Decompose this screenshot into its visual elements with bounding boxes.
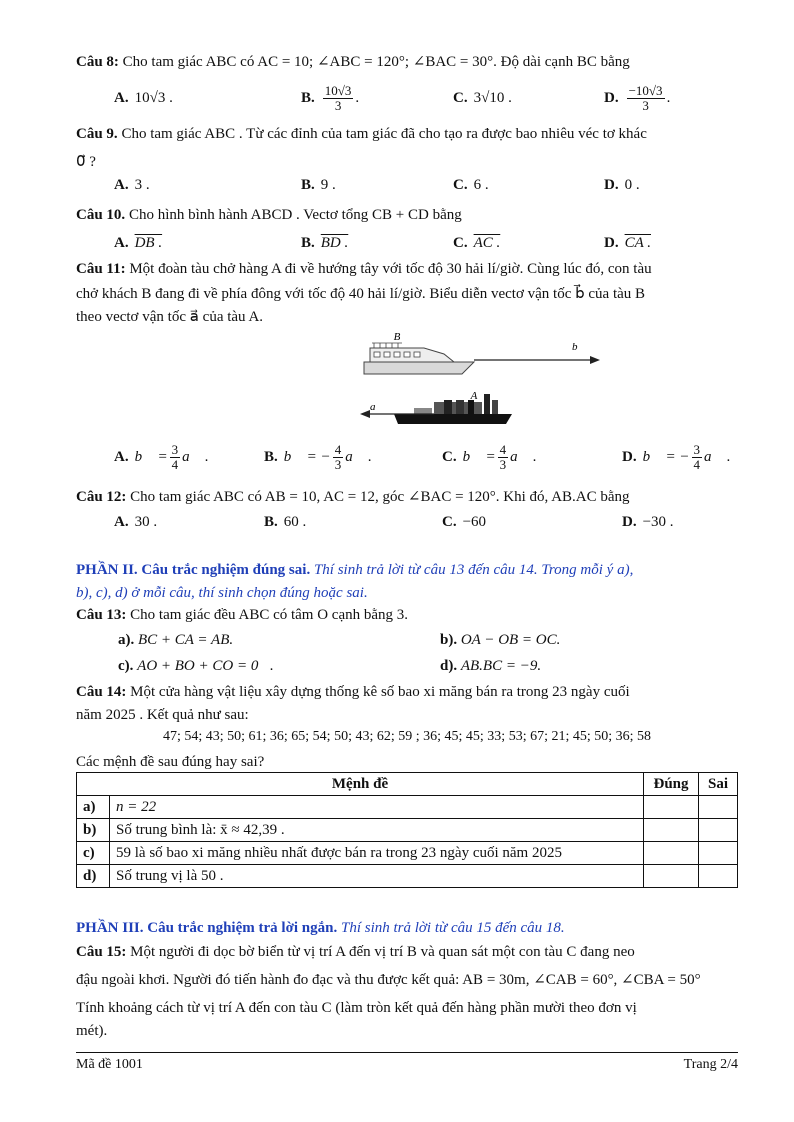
vector-a-arrowhead: [360, 410, 370, 418]
option-d[interactable]: D. b⃗ = − $\frac{3}{4}$ a⃗ .: [622, 441, 731, 472]
statement-a[interactable]: a). BC + CA = AB.: [118, 632, 234, 648]
question-15-line4: mét).: [76, 1023, 108, 1039]
option-d[interactable]: D. 0 .: [604, 176, 640, 193]
table-row: b) Số trung bình là: x̄ ≈ 42,39 .: [77, 819, 738, 842]
question-10-options: [76, 226, 738, 260]
option-b[interactable]: B. 9 .: [301, 176, 336, 193]
question-12-options: [76, 505, 738, 539]
true-cell[interactable]: [644, 865, 699, 888]
vector-b-arrowhead: [590, 356, 600, 364]
question-label: Câu 12:: [76, 489, 127, 505]
passenger-ship-b: [364, 343, 474, 374]
option-b[interactable]: B. $\frac{10√3}{3}$ .: [301, 82, 360, 113]
question-14-line2: năm 2025 . Kết quả như sau:: [76, 707, 249, 723]
question-10: [76, 205, 738, 225]
question-label: Câu 15:: [76, 944, 127, 960]
option-c[interactable]: C. 6 .: [453, 176, 489, 193]
question-9-options: [76, 168, 738, 202]
ships-figure: [284, 330, 614, 428]
false-cell[interactable]: [699, 819, 738, 842]
option-c[interactable]: C. 3√10 .: [453, 89, 512, 106]
question-label: Câu 14:: [76, 684, 127, 700]
false-cell[interactable]: [699, 796, 738, 819]
statement-c[interactable]: c). AO + BO + CO = 0⃗.: [118, 658, 274, 674]
question-text: Cho tam giác ABC có AC = 10; ∠ABC = 120°; ∠BAC = 30°. Độ dài cạnh BC bằng: [122, 54, 630, 70]
question-15-line2: đậu ngoài khơi. Người đó tiến hành đo đạc và thu được kết quả: AB = 30m, ∠CAB = 60°, ∠CBA = 50°: [76, 972, 701, 988]
table-row: c) 59 là số bao xi măng nhiều nhất được bán ra trong 23 ngày cuối năm 2025: [77, 842, 738, 865]
table-row: d) Số trung vị là 50 .: [77, 865, 738, 888]
question-label: Câu 10.: [76, 207, 126, 223]
fraction: $\frac{10√3}{3}$: [324, 82, 352, 113]
part-3-heading: PHẦN III. Câu trắc nghiệm trả lời ngắn. Thí sinh trả lời từ câu 15 đến câu 18.: [76, 920, 565, 936]
question-8: [76, 52, 738, 72]
question-12: [76, 487, 738, 507]
option-d[interactable]: D. $\frac{-10√3}{3}$ .: [604, 82, 671, 113]
header-statement: Mệnh đề: [77, 773, 644, 796]
option-b[interactable]: B. 60 .: [264, 513, 307, 530]
option-a[interactable]: A. 30 .: [114, 513, 158, 530]
true-false-table: [76, 772, 738, 888]
option-b[interactable]: B. b⃗ = − $\frac{4}{3}$ a⃗ .: [264, 441, 372, 472]
false-cell[interactable]: [699, 842, 738, 865]
option-c[interactable]: C. AC .: [453, 234, 501, 251]
question-text: Cho tam giác đều ABC có tâm O cạnh bằng 3.: [130, 607, 409, 623]
data-list: 47; 54; 43; 50; 61; 36; 65; 54; 50; 43; 62; 59 ; 36; 45; 45; 33; 53; 67; 21; 45; 50; 36; 58: [162, 729, 652, 744]
question-label: Câu 13:: [76, 607, 127, 623]
question-text: Một đoàn tàu chở hàng A đi về hướng tây với tốc độ 30 hải lí/giờ. Cùng lúc đó, con tàu: [129, 261, 652, 277]
question-11: [76, 259, 738, 279]
question-13: [76, 605, 738, 625]
option-a[interactable]: A. 10√3 .: [114, 89, 173, 106]
option-b[interactable]: B. BD .: [301, 234, 349, 251]
question-text: Một cửa hàng vật liệu xây dựng thống kê số bao xi măng bán ra trong 23 ngày cuối: [130, 684, 630, 700]
question-label: Câu 11:: [76, 261, 126, 277]
option-d[interactable]: D. CA .: [604, 234, 651, 251]
question-11-line3: theo vectơ vận tốc a⃗ của tàu A.: [76, 309, 264, 325]
statement-b[interactable]: b). OA − OB = OC.: [440, 632, 561, 648]
ship-b-label: B: [393, 331, 401, 343]
question-14-prompt: Các mệnh đề sau đúng hay sai?: [76, 754, 265, 770]
question-9-text-cont: 0⃗ ?: [76, 154, 96, 170]
question-11-line2: chở khách B đang đi về phía đông với tốc độ 40 hải lí/giờ. Biểu diễn vectơ vận tốc b⃗ của tàu B: [76, 286, 646, 302]
true-cell[interactable]: [644, 842, 699, 865]
question-text: Cho hình bình hành ABCD . Vectơ tổng CB + CD bằng: [128, 207, 462, 223]
question-15-line3: Tính khoảng cách từ vị trí A đến con tàu C (làm tròn kết quả đến hàng phần mười theo đơn vị: [76, 1000, 637, 1016]
option-a[interactable]: A. DB .: [114, 234, 163, 251]
question-8-options: [76, 81, 738, 115]
option-d[interactable]: D. −30 .: [622, 513, 674, 530]
header-false: Sai: [699, 773, 738, 796]
vector-b-label: b⃗: [572, 341, 587, 353]
option-a[interactable]: A. 3 .: [114, 176, 150, 193]
ship-a-label: A: [470, 390, 478, 402]
question-15: [76, 942, 738, 962]
option-c[interactable]: C. −60: [442, 513, 487, 530]
true-cell[interactable]: [644, 819, 699, 842]
option-c[interactable]: C. b⃗ = $\frac{4}{3}$ a⃗ .: [442, 441, 537, 472]
statement-d[interactable]: d). AB.BC = −9.: [440, 658, 542, 674]
false-cell[interactable]: [699, 865, 738, 888]
question-text: Cho tam giác ABC có AB = 10, AC = 12, góc ∠BAC = 120°. Khi đó, AB.AC bằng: [130, 489, 630, 505]
cargo-ship-a: [394, 394, 512, 424]
question-11-options: [76, 440, 738, 474]
part-2-desc: b), c), d) ở mỗi câu, thí sinh chọn đúng hoặc sai.: [76, 585, 368, 601]
question-14: [76, 682, 738, 702]
vector-a-label: a⃗: [370, 401, 385, 413]
fraction: $\frac{-10√3}{3}$: [628, 82, 663, 113]
exam-code: Mã đề 1001: [76, 1057, 143, 1072]
header-true: Đúng: [644, 773, 699, 796]
table-row: a) n = 22: [77, 796, 738, 819]
question-label: Câu 8:: [76, 54, 119, 70]
option-a[interactable]: A. b⃗ = $\frac{3}{4}$ a⃗ .: [114, 441, 209, 472]
question-text: Cho tam giác ABC . Từ các đỉnh của tam giác đã cho tạo ra được bao nhiêu véc tơ khác: [121, 126, 647, 142]
question-label: Câu 9.: [76, 126, 118, 142]
part-2-heading: PHẦN II. Câu trắc nghiệm đúng sai. Thí sinh trả lời từ câu 13 đến câu 14. Trong mỗi ý a),: [76, 562, 634, 578]
page-footer: [76, 1052, 738, 1073]
question-9: [76, 124, 738, 144]
true-cell[interactable]: [644, 796, 699, 819]
question-text: Một người đi dọc bờ biển từ vị trí A đến vị trí B và quan sát một con tàu C đang neo: [130, 944, 635, 960]
page-number: Trang 2/4: [683, 1057, 738, 1072]
